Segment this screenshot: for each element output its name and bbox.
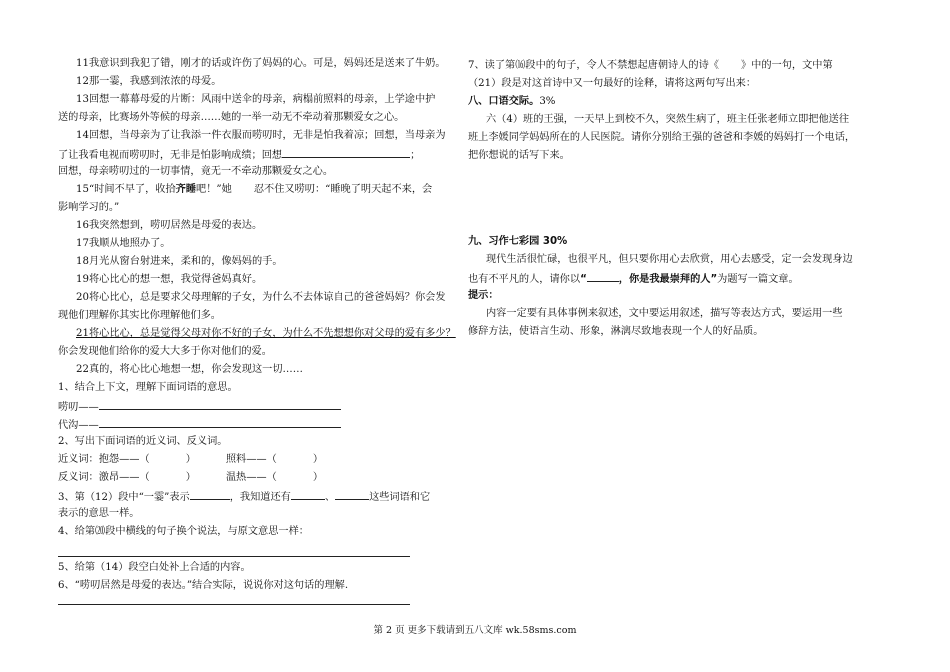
paragraph-16: 16我突然想到，唠叨居然是母爱的表达。 — [76, 220, 263, 231]
paragraph-17: 17我顺从地照办了。 — [76, 238, 171, 249]
answer-blank-q3-3[interactable] — [335, 490, 369, 500]
paragraph-14-line3: 回想，母亲唠叨过的一切事情，竟无一不牵动那颗爱女之心。 — [58, 166, 334, 177]
tips-line1: 内容一定要有具体事例来叙述，文中要运用叙述，描写等表达方式，要运用一些 — [486, 308, 843, 319]
question-7-line1: 7、读了第⒃段中的句子，令人不禁想起唐朝诗人的诗《 》中的一句，文中第 — [468, 60, 833, 71]
answer-blank-q3-2[interactable] — [291, 490, 325, 500]
question-3-line2: 表示的意思一样。 — [58, 508, 140, 519]
paragraph-21-line1: 21将心比心，总是觉得父母对你不好的子女，为什么不先想想你对父母的爱有多少？ — [76, 328, 456, 339]
paragraph-12: 12那一霎，我感到浓浓的母爱。 — [76, 76, 222, 87]
answer-line-q4[interactable] — [58, 556, 410, 557]
section-9-line1: 现代生活很忙碌，也很平凡，但只要你用心去欣赏，用心去感受，定一会发现身边 — [486, 254, 853, 265]
question-1: 1、结合上下文，理解下面词语的意思。 — [58, 382, 238, 393]
question-7-line2: （21）段是对这首诗中又一句最好的诠释，请将这两句写出来： — [468, 78, 757, 89]
paragraph-19: 19将心比心的想一想，我觉得爸妈真好。 — [76, 274, 263, 285]
paragraph-20-line1: 20将心比心，总是要求父母理解的子女，为什么不去体谅自己的爸爸妈妈？你会发 — [76, 292, 446, 303]
answer-line-q6[interactable] — [58, 604, 410, 605]
answer-blank-q3-1[interactable] — [190, 490, 230, 500]
paragraph-21-line2: 你会发现他们给你的爱大大多于你对他们的爱。 — [58, 346, 272, 357]
section-8-line3: 把你想说的话写下来。 — [468, 150, 570, 161]
question-3-line1: 3、第（12）段中“一霎”表示 ，我知道还有 、 这些词语和它 — [58, 492, 431, 503]
section-8-answer-space[interactable] — [468, 168, 868, 236]
answer-blank-title[interactable] — [587, 272, 619, 282]
right-column — [468, 58, 868, 344]
tips-heading: 提示： — [468, 290, 499, 301]
paragraph-13-line2: 送的母亲，比赛场外等候的母亲……她的一举一动无不牵动着那颗爱女之心。 — [58, 112, 405, 123]
paragraph-14-line1: 14回想，当母亲为了让我添一件衣服而唠叨时，无非是怕我着凉；回想，当母亲为 — [76, 130, 446, 141]
answer-blank-q1-2[interactable] — [99, 418, 341, 428]
paragraph-15-line1: 15“时间不早了，收拾齐睡吧！”她 忍不住又唠叨：“睡晚了明天起不来，会 — [76, 184, 433, 195]
question-4: 4、给第⒇段中横线的句子换个说法，与原文意思一样： — [58, 526, 309, 537]
section-8-heading: 八、口语交际。3% — [468, 96, 556, 107]
question-6-answer-line[interactable] — [58, 598, 453, 616]
answer-blank-14[interactable] — [282, 148, 410, 158]
question-6: 6、“唠叨居然是母爱的表达。”结合实际，说说你对这句话的理解. — [58, 580, 349, 591]
page-footer: 第 2 页 更多下载请到五八文库 wk.58sms.com — [373, 625, 577, 636]
question-2-antonyms: 反义词：激昂——（ ） 温热——（ ） — [58, 472, 323, 483]
paragraph-11: 11我意识到我犯了错，刚才的话或许伤了妈妈的心。可是，妈妈还是送来了牛奶。 — [76, 58, 446, 69]
paragraph-22: 22真的，将心比心地想一想，你会发现这一切…… — [76, 364, 303, 375]
question-1-word-1: 唠叨—— — [58, 400, 453, 418]
question-5: 5、给第（14）段空白处补上合适的内容。 — [58, 562, 251, 573]
section-8-line2: 班上李媛同学妈妈所在的人民医院。请你分别给王强的爸爸和李媛的妈妈打一个电话， — [468, 132, 856, 143]
section-8-line1: 六（4）班的王强，一天早上到校不久，突然生病了，班主任张老师立即把他送往 — [486, 114, 850, 125]
paragraph-20-line2: 现他们理解你其实比你理解他们多。 — [58, 310, 221, 321]
question-2-synonyms: 近义词：抱怨——（ ） 照料——（ ） — [58, 454, 323, 465]
paragraph-18: 18月光从窗台射进来，柔和的，像妈妈的手。 — [76, 256, 283, 267]
answer-blank-q1-1[interactable] — [99, 400, 341, 410]
paragraph-15-line2: 影响学习的。” — [58, 202, 120, 213]
question-1-word-2: 代沟—— — [58, 418, 453, 436]
tips-line2: 修辞方法，使语言生动、形象，淋漓尽致地表现一个人的好品质。 — [468, 326, 764, 337]
left-column — [58, 58, 456, 616]
question-4-answer-line[interactable] — [58, 544, 453, 562]
paragraph-13-line1: 13回想一幕幕母爱的片断：风雨中送伞的母亲，病榻前照料的母亲，上学途中护 — [76, 94, 436, 105]
section-9-line2: 也有不平凡的人，请你以“ ，你是我最崇拜的人”为题写一篇文章。 — [468, 274, 799, 285]
section-9-heading: 九、习作七彩园 30% — [468, 236, 568, 247]
question-2: 2、写出下面词语的近义词、反义词。 — [58, 436, 228, 447]
paragraph-14-line2: 了让我看电视而唠叨时，无非是怕影响成绩；回想 ； — [58, 150, 421, 161]
